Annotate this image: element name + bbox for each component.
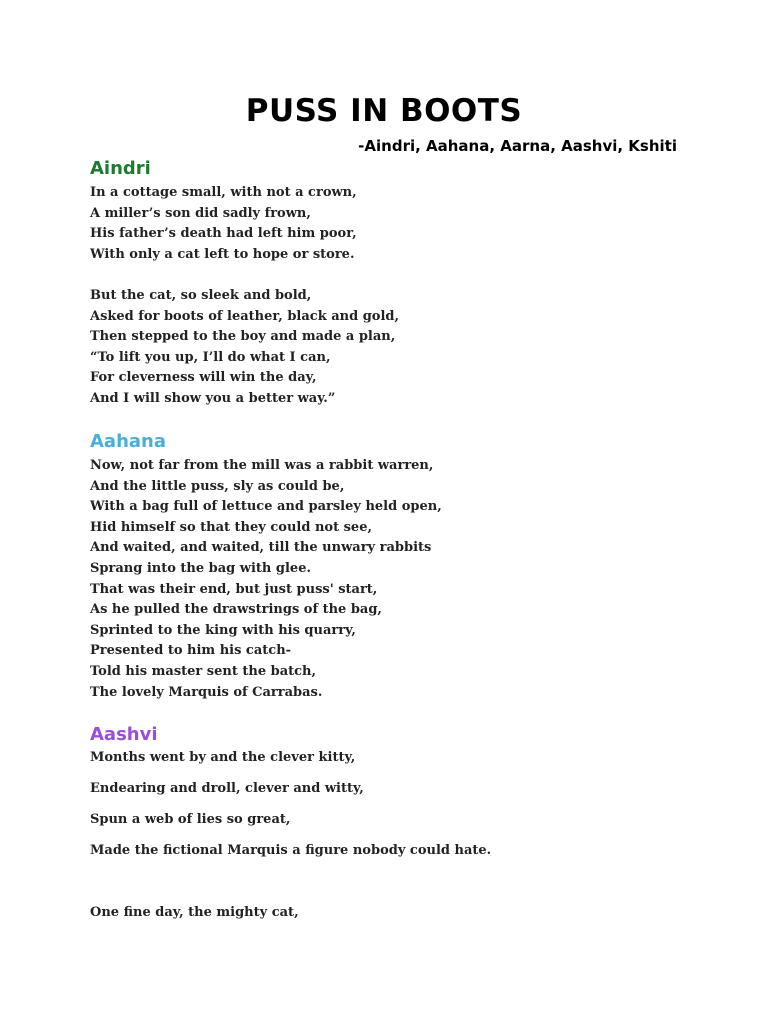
poem-line: “To lift you up, I’ll do what I can, <box>90 349 331 365</box>
poem-paragraph: Endearing and droll, clever and witty, <box>90 781 364 796</box>
poem-line: His father’s death had left him poor, <box>90 226 357 242</box>
poem-line: Sprinted to the king with his quarry, <box>90 622 356 638</box>
aindri-stanza-2 <box>90 286 399 410</box>
poem-line: And I will show you a better way.” <box>90 390 336 406</box>
poem-line: Hid himself so that they could not see, <box>90 519 372 535</box>
poem-paragraph: Spun a web of lies so great, <box>90 812 291 827</box>
poem-line: Presented to him his catch- <box>90 643 292 659</box>
poem-line: A miller’s son did sadly frown, <box>90 205 311 221</box>
poem-line: Told his master sent the batch, <box>90 663 317 679</box>
poem-line: With only a cat left to hope or store. <box>90 246 355 262</box>
poem-line: With a bag full of lettuce and parsley held open, <box>90 499 442 515</box>
poem-line: Now, not far from the mill was a rabbit warren, <box>90 458 434 473</box>
poem-line: And the little puss, sly as could be, <box>90 478 345 494</box>
aindri-stanza-1 <box>90 183 357 265</box>
poem-paragraph: Months went by and the clever kitty, <box>90 750 356 765</box>
document-authors: -Aindri, Aahana, Aarna, Aashvi, Kshiti <box>358 137 677 155</box>
poem-line: But the cat, so sleek and bold, <box>90 288 312 303</box>
section-heading-aindri: Aindri <box>90 158 151 179</box>
poem-line: As he pulled the drawstrings of the bag, <box>90 602 382 618</box>
poem-line: Then stepped to the boy and made a plan, <box>90 329 396 345</box>
poem-line: And waited, and waited, till the unwary rabbits <box>90 540 432 556</box>
section-heading-aahana: Aahana <box>90 431 166 452</box>
poem-line: Sprang into the bag with glee. <box>90 560 311 576</box>
poem-line: For cleverness will win the day, <box>90 370 317 386</box>
section-heading-aashvi: Aashvi <box>90 724 158 745</box>
document-title: PUSS IN BOOTS <box>245 93 523 129</box>
poem-paragraph: One fine day, the mighty cat, <box>90 905 299 920</box>
poem-line: The lovely Marquis of Carrabas. <box>90 684 323 700</box>
poem-line: That was their end, but just puss' start, <box>90 581 378 597</box>
poem-line: Asked for boots of leather, black and gold, <box>90 308 400 324</box>
poem-line: In a cottage small, with not a crown, <box>90 185 357 200</box>
poem-paragraph: Made the fictional Marquis a figure nobody could hate. <box>90 843 492 858</box>
aahana-stanza-1 <box>90 456 442 703</box>
